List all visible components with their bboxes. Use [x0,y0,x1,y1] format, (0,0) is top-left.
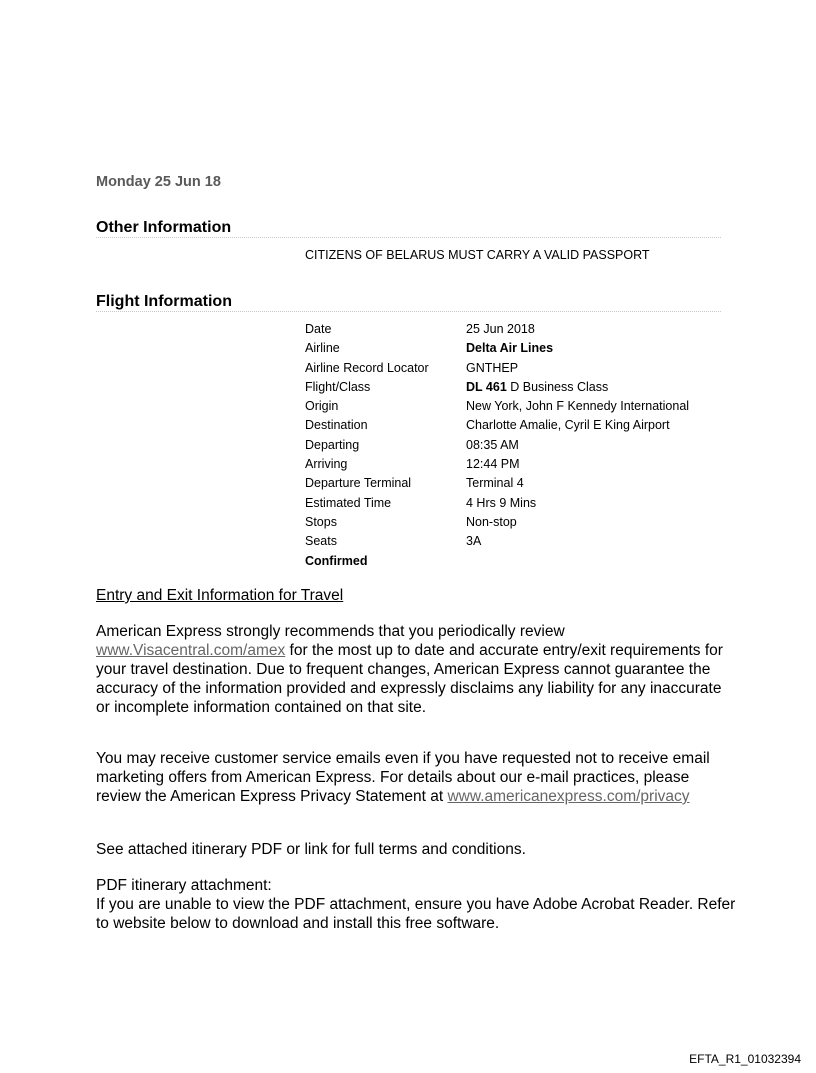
pdf-attachment-paragraph [96,876,736,933]
section-divider [96,311,721,312]
row-value: New York, John F Kennedy International [466,399,690,414]
flight-row-stops [305,513,689,532]
row-value: Charlotte Amalie, Cyril E King Airport [466,418,670,433]
email-practices-paragraph [96,749,736,806]
paragraph-text: for the most up to date and accurate entry/exit requirements for your travel destination. Due to frequent changes, American Express cannot guarantee the accuracy of the information provided and expressly disclaims any liability for any inaccurate or incomplete information contained on that site. [96,642,723,716]
row-value: GNTHEP [466,360,519,375]
row-value: Delta Air Lines [466,341,554,356]
row-label: Date [305,322,332,336]
flight-row-record-locator [305,359,689,378]
flight-information-title: Flight Information [96,293,232,310]
terms-paragraph: See attached itinerary PDF or link for full terms and conditions. [96,841,526,858]
row-label: Departure Terminal [305,476,412,491]
date-heading: Monday 25 Jun 18 [96,174,221,190]
visa-recommendation-paragraph [96,622,736,717]
passport-notice: CITIZENS OF BELARUS MUST CARRY A VALID PASSPORT [305,248,650,262]
entry-exit-title: Entry and Exit Information for Travel [96,587,344,604]
paragraph-text: If you are unable to view the PDF attachment, ensure you have Adobe Acrobat Reader. Refer to website below to download and install this free software. [96,896,736,932]
flight-row-destination [305,416,689,435]
row-label: Airline [305,341,340,356]
flight-row-departing [305,436,689,455]
row-label: Origin [305,399,339,414]
flight-row-origin [305,397,689,416]
row-label: Airline Record Locator [305,360,429,375]
visacentral-link[interactable]: www.Visacentral.com/amex [96,642,286,659]
booking-status [305,552,689,571]
status-label: Confirmed [305,553,368,568]
flight-details-table [305,320,689,571]
flight-row-seats [305,532,689,551]
flight-row-date [305,320,689,339]
flight-row-departure-terminal [305,474,689,493]
row-value: Terminal 4 [466,476,524,491]
flight-row-arriving [305,455,689,474]
row-value: 08:35 AM [466,437,519,452]
row-label: Destination [305,418,368,433]
row-label: Estimated Time [305,495,392,510]
row-label: Flight/Class [305,379,371,394]
document-id: EFTA_R1_01032394 [689,1052,801,1066]
row-value: 4 Hrs 9 Mins [466,495,537,510]
row-value: 3A [466,534,482,549]
privacy-link[interactable]: www.americanexpress.com/privacy [447,788,690,805]
row-value: 25 Jun 2018 [466,322,535,336]
row-value: 12:44 PM [466,457,520,472]
row-label: Seats [305,534,337,549]
flight-class: D Business Class [510,379,609,394]
row-value: Non-stop [466,514,517,529]
row-label: Departing [305,437,360,452]
row-label: Arriving [305,457,348,472]
pdf-attachment-title: PDF itinerary attachment: [96,877,272,894]
flight-row-airline [305,339,689,358]
flight-number: DL 461 [466,379,507,394]
other-information-title: Other Information [96,219,232,236]
row-value [466,378,608,397]
flight-row-flight-class [305,378,689,397]
flight-row-estimated-time [305,494,689,513]
section-divider [96,237,721,238]
row-label: Stops [305,514,337,529]
paragraph-text: You may receive customer service emails even if you have requested not to receive email marketing offers from American Express. For details about our e-mail practices, please review the American Express Privacy Statement at [96,750,710,805]
paragraph-text: American Express strongly recommends that you periodically review [96,623,565,640]
